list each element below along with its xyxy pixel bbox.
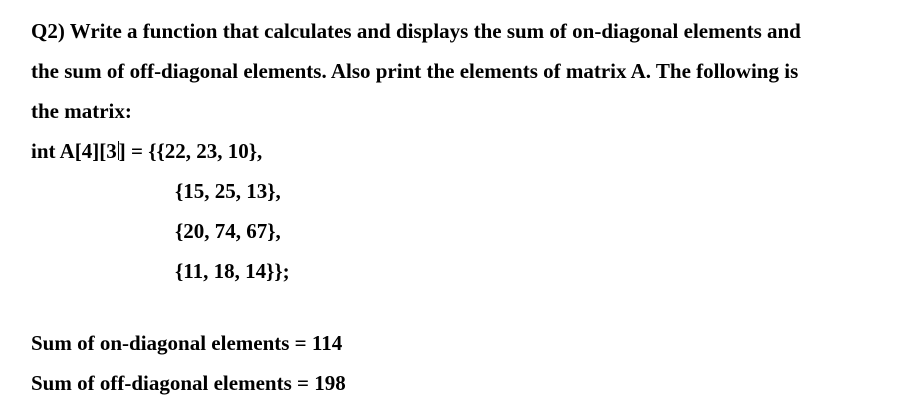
matrix-declaration-line <box>31 141 262 162</box>
off-diagonal-sum-result: Sum of off-diagonal elements = 198 <box>31 371 346 395</box>
matrix-row-3: {20, 74, 67}, <box>175 219 281 243</box>
matrix-declaration-end: ] = {{22, 23, 10}, <box>118 139 263 163</box>
on-diagonal-sum-result: Sum of on-diagonal elements = 114 <box>31 331 343 355</box>
matrix-row-2: {15, 25, 13}, <box>175 179 281 203</box>
question-text-line-2: the sum of off-diagonal elements. Also print the elements of matrix A. The following is <box>31 59 799 83</box>
question-text-line-1: Q2) Write a function that calculates and displays the sum of on-diagonal elements and <box>31 19 801 43</box>
matrix-row-4: {11, 18, 14}}; <box>175 259 290 283</box>
question-text-line-3: the matrix: <box>31 99 132 123</box>
matrix-declaration-start: int A[4][3 <box>31 139 117 163</box>
